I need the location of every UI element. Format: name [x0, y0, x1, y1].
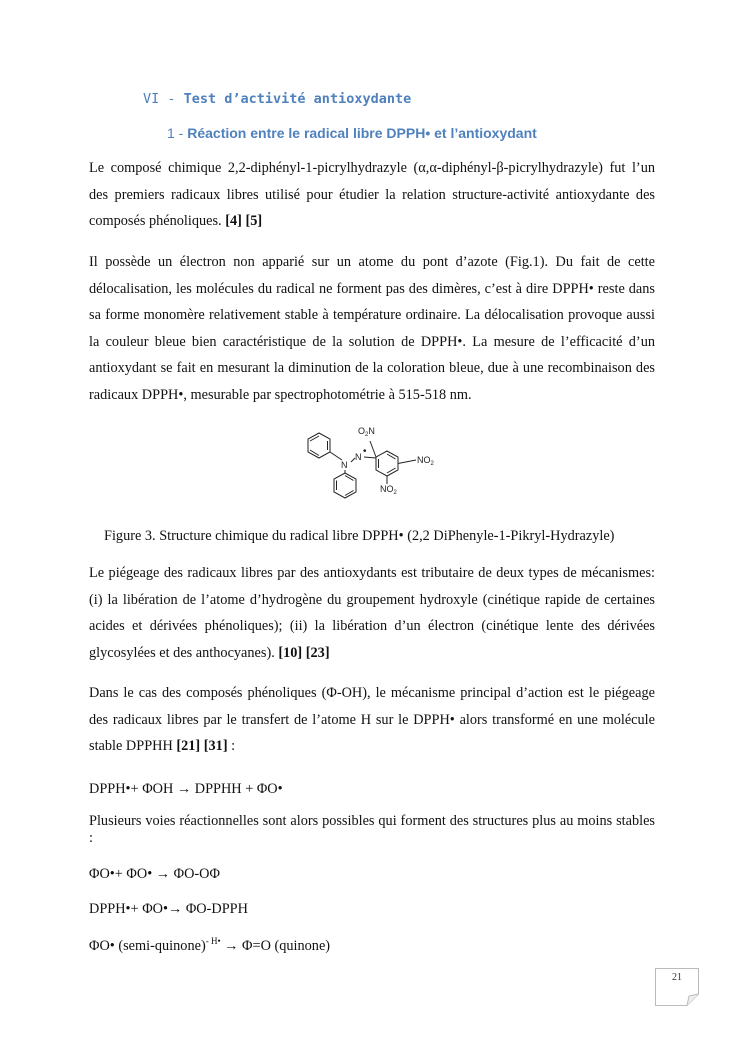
equation-1: DPPH•+ ΦOH → DPPHH + ΦO•	[89, 781, 283, 797]
subsection-title: Réaction entre le radical libre DPPH• et l’antioxydant	[187, 125, 537, 141]
phenyl-ring-upper	[308, 433, 330, 458]
figure-caption: Figure 3. Structure chimique du radical libre DPPH• (2,2 DiPhenyle-1-Pikryl-Hydrazyle)	[104, 528, 615, 544]
paragraph-phenolics	[89, 680, 655, 760]
paragraph-pathways	[89, 813, 655, 847]
section-heading	[143, 91, 411, 107]
equation-4-left: ΦO• (semi-quinone)	[89, 937, 206, 954]
paragraph-pathways-text: Plusieurs voies réactionnelles sont alors possibles qui forment des structures plus au moins stables :	[89, 813, 655, 846]
paragraph-delocalisation	[89, 249, 655, 408]
paragraph-phenolics-tail: :	[227, 738, 236, 754]
paragraph-mechanisms-text: Le piégeage des radicaux libres par des antioxydants est tributaire de deux types de mécanismes: (i) la libération de l’atome d’hydrogène du groupement hydroxyle (cinétique rapide de certaines acides et dérivées phénoliques); (ii) la libération d’un électron (cinétique lente des dérivées glycosylées et des anthocyanes).	[89, 565, 655, 661]
subsection-heading	[167, 125, 537, 141]
no2-right-label: $NO_2$	[417, 455, 434, 467]
nitrogen-1-label: N	[341, 460, 348, 470]
no2-bottom-label: $NO_2$	[380, 484, 397, 496]
section-title: Test d’activité antioxydante	[183, 91, 412, 107]
equation-4-sup: - H•	[205, 936, 221, 946]
section-number: VI -	[143, 91, 184, 107]
equation-4	[89, 936, 330, 955]
paragraph-mechanisms	[89, 560, 655, 666]
paragraph-intro-refs: [4] [5]	[225, 213, 263, 229]
paragraph-mechanisms-refs: [10] [23]	[278, 644, 330, 661]
dpph-structure-figure	[300, 420, 450, 500]
page-number: 21	[672, 972, 682, 983]
equation-2: ΦO•+ ΦO• → ΦO-OΦ	[89, 866, 220, 882]
radical-dot: •	[363, 446, 367, 457]
paragraph-delocalisation-text: Il possède un électron non apparié sur un atome du pont d’azote (Fig.1). Du fait de cette délocalisation, les molécules du radical ne forment pas des dimères, c’est à dire DPPH• reste dans sa forme monomère relativement stable à température ordinaire. La délocalisation provoque aussi la couleur bleue bien caractéristique de la solution de DPPH•. La mesure de l’efficacité d’un antioxydant se fait en mesurant la diminution de la coloration bleue, due à une recombinaison des radicaux DPPH•, mesurable par spectrophotométrie à 515-518 nm.	[89, 254, 655, 403]
nitrogen-2-label: N	[355, 452, 362, 462]
paragraph-intro-text: Le composé chimique 2,2-diphényl-1-picrylhydrazyle (α,α-diphényl-β-picrylhydrazyle) fut l’un des premiers radicaux libres utilisé pour étudier la relation structure-activité antioxydante des composés phénoliques.	[89, 160, 655, 229]
paragraph-phenolics-refs: [21] [31]	[176, 738, 228, 754]
phenyl-ring-lower	[334, 473, 356, 498]
picryl-ring	[376, 451, 398, 476]
o2n-label: $O_2N$	[358, 426, 375, 438]
equation-3: DPPH•+ ΦO•→ ΦO-DPPH	[89, 901, 248, 917]
paragraph-intro	[89, 155, 655, 235]
paragraph-phenolics-text: Dans le cas des composés phénoliques (Φ-OH), le mécanisme principal d’action est le piégeage des radicaux libres par le transfert de l’atome H sur le DPPH• alors transformé en une molécule stable DPPHH	[89, 685, 655, 754]
equation-4-right: → Φ=O (quinone)	[220, 937, 331, 954]
subsection-number: 1 -	[167, 125, 188, 141]
